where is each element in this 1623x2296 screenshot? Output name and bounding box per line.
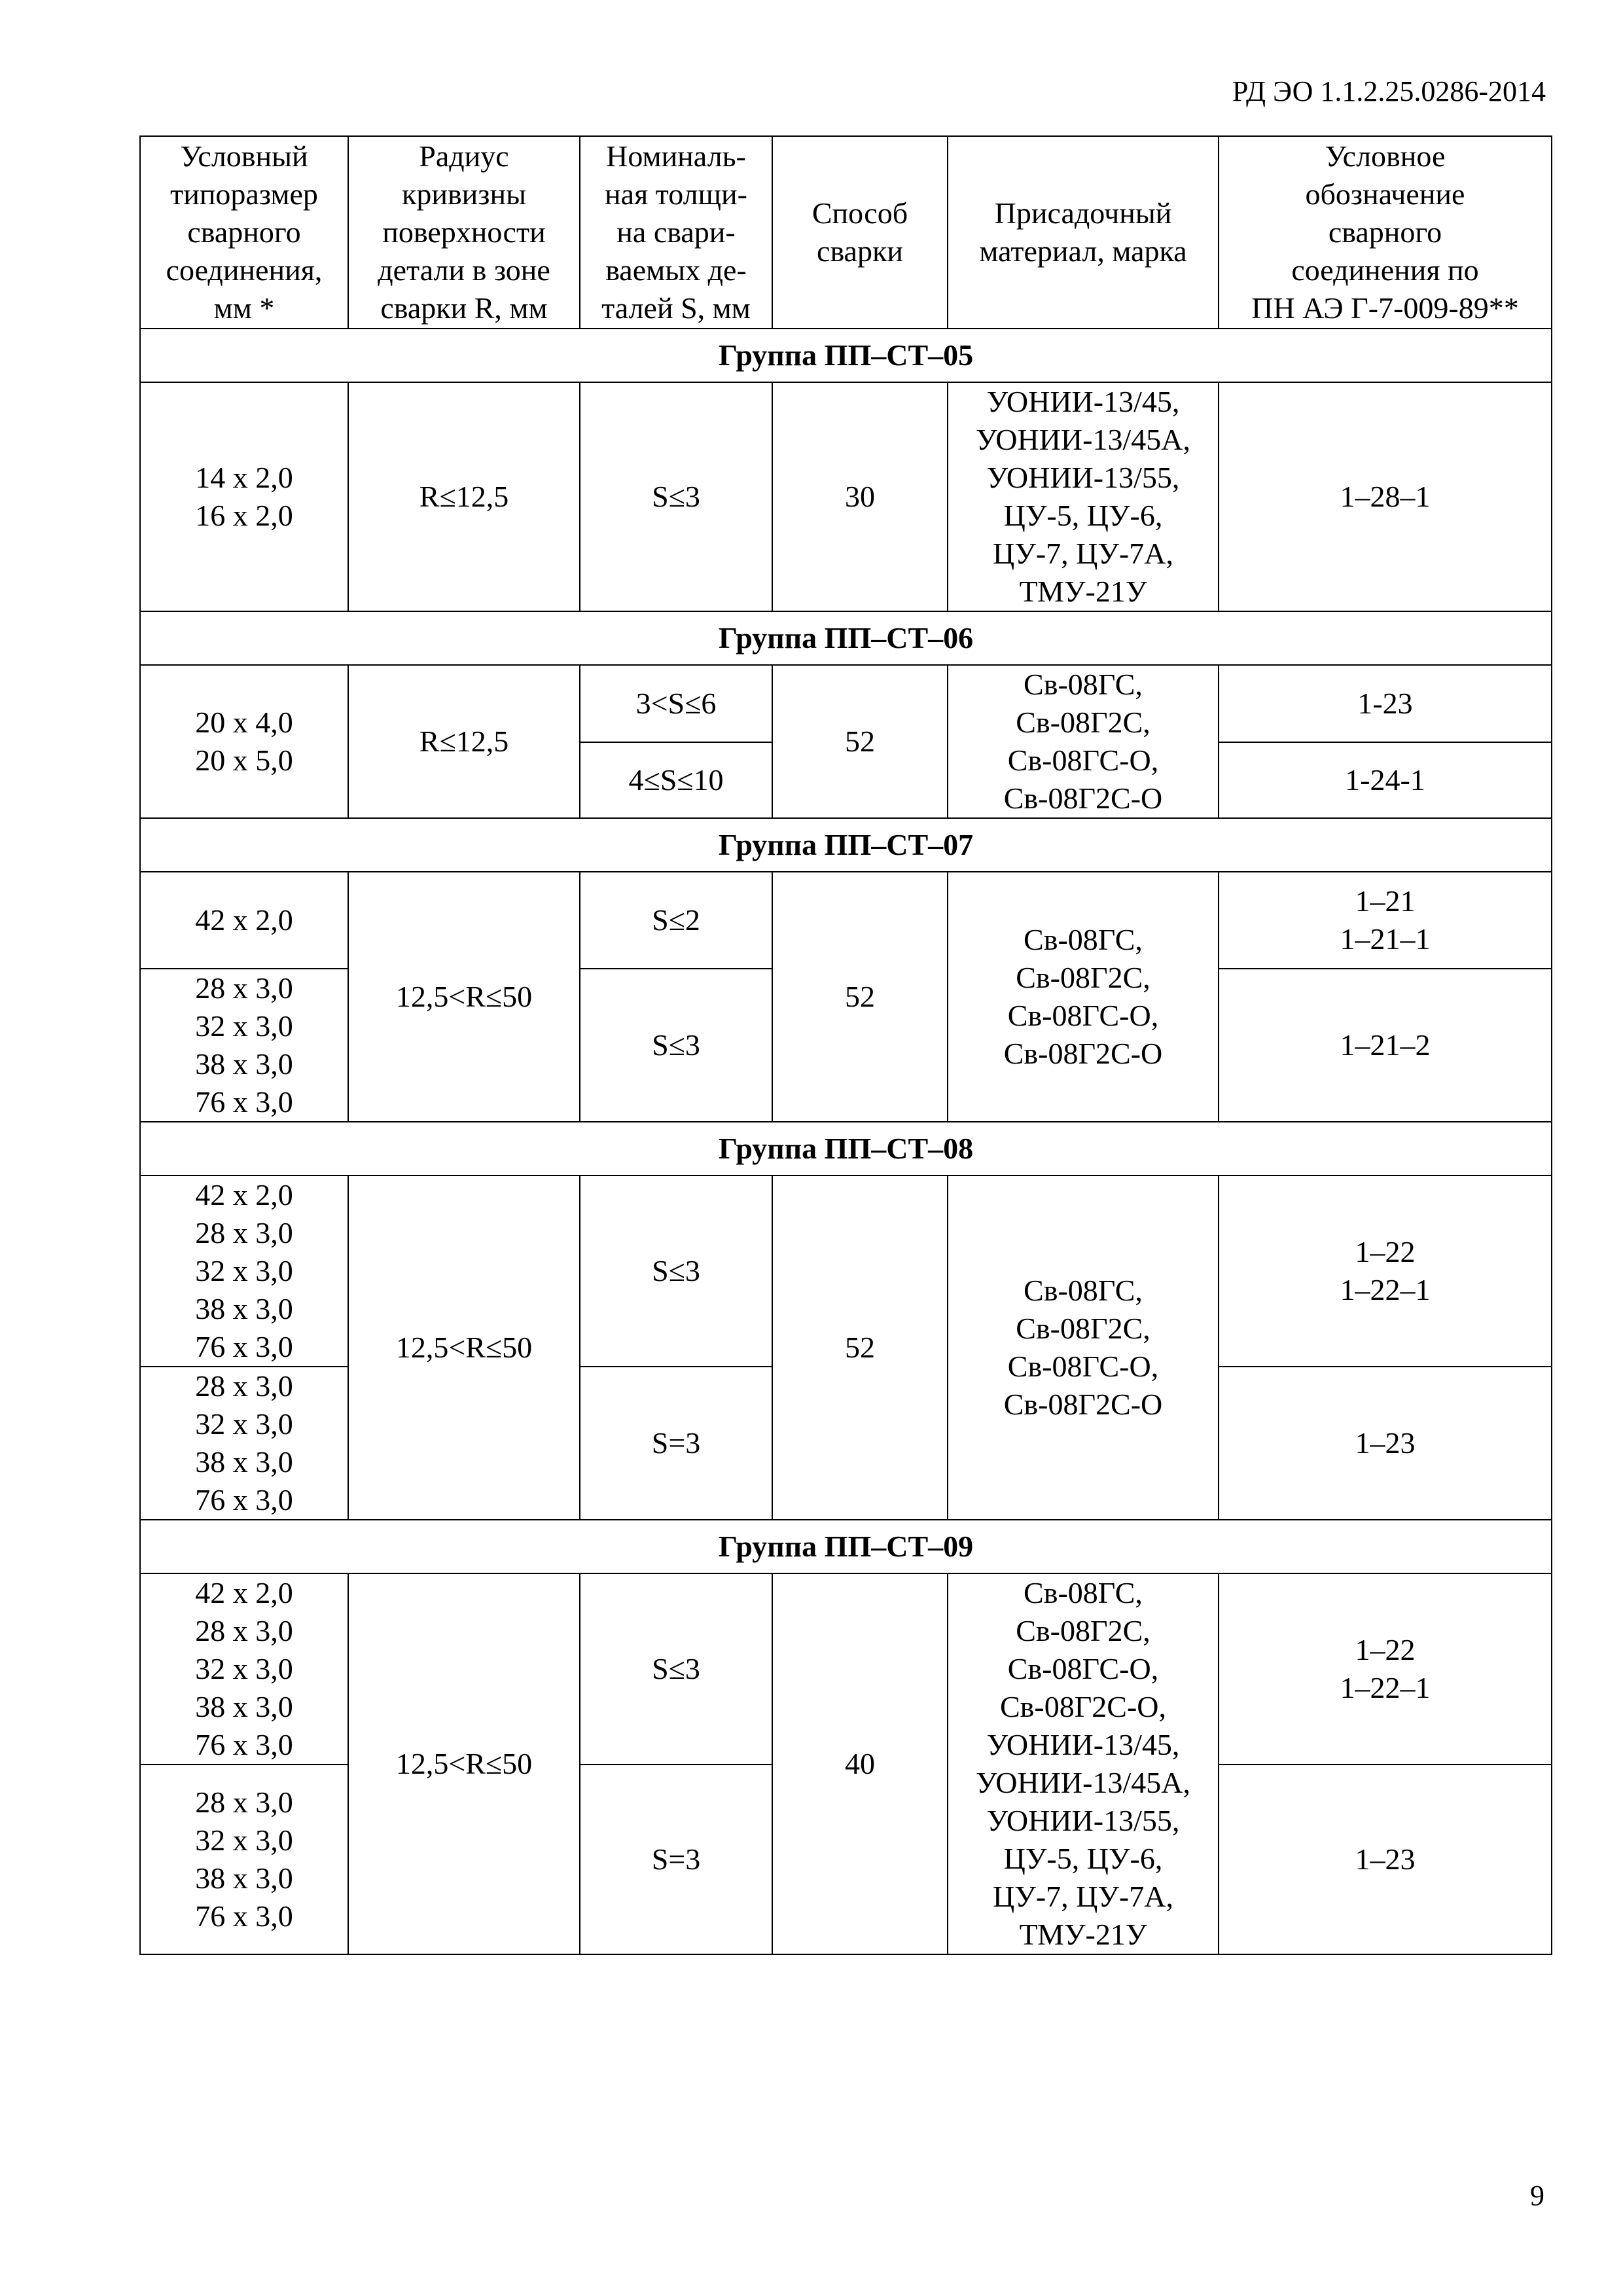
material-cell bbox=[948, 665, 1219, 818]
cell-line: Условный bbox=[180, 139, 308, 173]
cell-line: УОНИИ-13/45А, bbox=[976, 423, 1190, 456]
cell-line: ТМУ-21У bbox=[1019, 575, 1147, 608]
cell-line: сварки bbox=[817, 234, 903, 268]
radius-cell: R≤12,5 bbox=[348, 665, 580, 818]
cell-line: Св-08ГС, bbox=[1024, 923, 1143, 956]
cell-line: материал, марка bbox=[979, 234, 1187, 268]
table-row bbox=[140, 1573, 1552, 1765]
group-title: Группа ПП–СТ–05 bbox=[140, 329, 1552, 382]
radius-cell: 12,5<R≤50 bbox=[348, 872, 580, 1122]
thickness-cell: S=3 bbox=[580, 1765, 772, 1954]
cell-line: на свари- bbox=[616, 215, 736, 249]
cell-line: Св-08Г2С, bbox=[1016, 1614, 1150, 1647]
table-header-row bbox=[140, 136, 1552, 329]
header-designation bbox=[1219, 136, 1552, 329]
cell-line: Св-08ГС, bbox=[1024, 668, 1143, 701]
cell-line: 42 x 2,0 bbox=[195, 903, 293, 937]
cell-line: Номиналь- bbox=[606, 139, 746, 173]
cell-line: Св-08Г2С, bbox=[1016, 961, 1150, 994]
cell-line: сварки R, мм bbox=[380, 291, 548, 325]
thickness-cell: S≤3 bbox=[580, 382, 772, 611]
designation-cell bbox=[1219, 1367, 1552, 1520]
cell-line: УОНИИ-13/55, bbox=[986, 1804, 1180, 1837]
cell-line: 1–22–1 bbox=[1340, 1273, 1431, 1306]
cell-line: 76 x 3,0 bbox=[195, 1330, 293, 1363]
cell-line: 1–28–1 bbox=[1340, 480, 1431, 513]
header-radius bbox=[348, 136, 580, 329]
cell-line: 1–23 bbox=[1355, 1842, 1416, 1876]
cell-line: 76 x 3,0 bbox=[195, 1483, 293, 1516]
cell-line: Способ bbox=[812, 196, 908, 230]
cell-line: 1–23 bbox=[1355, 1426, 1416, 1460]
cell-line: сварного bbox=[1328, 215, 1442, 249]
cell-line: 38 x 3,0 bbox=[195, 1861, 293, 1895]
page-number: 9 bbox=[1530, 2179, 1544, 2212]
group-title: Группа ПП–СТ–07 bbox=[140, 818, 1552, 872]
method-cell: 52 bbox=[772, 665, 948, 818]
cell-line: ЦУ-7, ЦУ-7А, bbox=[993, 537, 1173, 570]
thickness-cell: 4≤S≤10 bbox=[580, 742, 772, 819]
cell-line: Св-08Г2С-О, bbox=[999, 1690, 1167, 1723]
table-row bbox=[140, 665, 1552, 742]
group-title-row bbox=[140, 1122, 1552, 1175]
cell-line: кривизны bbox=[402, 177, 526, 211]
cell-line: 32 x 3,0 bbox=[195, 1254, 293, 1287]
cell-line: 76 x 3,0 bbox=[195, 1899, 293, 1933]
method-cell: 30 bbox=[772, 382, 948, 611]
welded-joints-table bbox=[139, 135, 1552, 1955]
cell-line: ЦУ-5, ЦУ-6, bbox=[1003, 499, 1163, 532]
cell-line: обозначение bbox=[1305, 177, 1465, 211]
document-code: РД ЭО 1.1.2.25.0286-2014 bbox=[1232, 75, 1546, 107]
radius-cell: R≤12,5 bbox=[348, 382, 580, 611]
cell-line: Св-08Г2С, bbox=[1016, 1312, 1150, 1345]
cell-line: УОНИИ-13/45, bbox=[986, 385, 1180, 418]
cell-line: талей S, мм bbox=[601, 291, 751, 325]
radius-cell: 12,5<R≤50 bbox=[348, 1573, 580, 1954]
cell-line: ЦУ-7, ЦУ-7А, bbox=[993, 1880, 1173, 1913]
cell-line: соединения по bbox=[1291, 253, 1479, 287]
material-cell bbox=[948, 1175, 1219, 1520]
group-title-row bbox=[140, 329, 1552, 382]
header-filler-material bbox=[948, 136, 1219, 329]
cell-line: мм * bbox=[213, 291, 275, 325]
group-title: Группа ПП–СТ–06 bbox=[140, 611, 1552, 665]
thickness-cell: S≤2 bbox=[580, 872, 772, 969]
cell-line: ваемых де- bbox=[605, 253, 747, 287]
cell-line: Св-08ГС-О, bbox=[1007, 744, 1159, 777]
designation-cell bbox=[1219, 742, 1552, 819]
cell-line: 42 x 2,0 bbox=[195, 1178, 293, 1211]
cell-line: типоразмер bbox=[170, 177, 318, 211]
cell-line: 38 x 3,0 bbox=[195, 1047, 293, 1081]
cell-line: ная толщи- bbox=[605, 177, 747, 211]
cell-line: Св-08Г2С-О bbox=[1003, 781, 1163, 815]
thickness-cell: S≤3 bbox=[580, 1175, 772, 1367]
table-row bbox=[140, 872, 1552, 969]
cell-line: 20 x 5,0 bbox=[195, 744, 293, 777]
cell-line: 1–22 bbox=[1355, 1235, 1416, 1268]
designation-cell bbox=[1219, 872, 1552, 969]
designation-cell bbox=[1219, 382, 1552, 611]
cell-line: 28 x 3,0 bbox=[195, 1614, 293, 1647]
cell-line: ТМУ-21У bbox=[1019, 1918, 1147, 1951]
cell-line: Св-08ГС, bbox=[1024, 1274, 1143, 1307]
cell-line: 32 x 3,0 bbox=[195, 1407, 293, 1441]
joint-sizes-cell bbox=[140, 1367, 348, 1520]
designation-cell bbox=[1219, 1573, 1552, 1765]
thickness-cell: S≤3 bbox=[580, 969, 772, 1122]
joint-sizes-cell bbox=[140, 665, 348, 818]
cell-line: Св-08ГС-О, bbox=[1007, 999, 1159, 1032]
thickness-cell: S=3 bbox=[580, 1367, 772, 1520]
designation-cell bbox=[1219, 969, 1552, 1122]
cell-line: 1–22–1 bbox=[1340, 1671, 1431, 1704]
material-cell bbox=[948, 1573, 1219, 1954]
cell-line: Св-08Г2С, bbox=[1016, 706, 1150, 739]
cell-line: 38 x 3,0 bbox=[195, 1445, 293, 1479]
group-title-row bbox=[140, 1520, 1552, 1573]
cell-line: 38 x 3,0 bbox=[195, 1292, 293, 1325]
cell-line: 28 x 3,0 bbox=[195, 1785, 293, 1819]
cell-line: 32 x 3,0 bbox=[195, 1823, 293, 1857]
cell-line: 38 x 3,0 bbox=[195, 1690, 293, 1723]
cell-line: УОНИИ-13/45А, bbox=[976, 1766, 1190, 1799]
joint-sizes-cell bbox=[140, 1765, 348, 1954]
cell-line: 32 x 3,0 bbox=[195, 1009, 293, 1043]
cell-line: Св-08ГС-О, bbox=[1007, 1652, 1159, 1685]
group-title-row bbox=[140, 818, 1552, 872]
cell-line: Св-08ГС-О, bbox=[1007, 1350, 1159, 1383]
designation-cell bbox=[1219, 1175, 1552, 1367]
cell-line: ЦУ-5, ЦУ-6, bbox=[1003, 1842, 1163, 1875]
designation-cell bbox=[1219, 1765, 1552, 1954]
cell-line: 28 x 3,0 bbox=[195, 1369, 293, 1403]
joint-sizes-cell bbox=[140, 872, 348, 969]
cell-line: 14 x 2,0 bbox=[195, 461, 293, 494]
cell-line: детали в зоне bbox=[378, 253, 550, 287]
cell-line: сварного bbox=[187, 215, 301, 249]
cell-line: соединения, bbox=[166, 253, 323, 287]
group-title-row bbox=[140, 611, 1552, 665]
header-welding-method bbox=[772, 136, 948, 329]
radius-cell: 12,5<R≤50 bbox=[348, 1175, 580, 1520]
joint-sizes-cell bbox=[140, 1573, 348, 1765]
cell-line: Условное bbox=[1325, 139, 1446, 173]
cell-line: Св-08Г2С-О bbox=[1003, 1388, 1163, 1421]
cell-line: 76 x 3,0 bbox=[195, 1728, 293, 1761]
cell-line: 76 x 3,0 bbox=[195, 1085, 293, 1119]
cell-line: Присадочный bbox=[994, 196, 1172, 230]
joint-sizes-cell bbox=[140, 382, 348, 611]
cell-line: 42 x 2,0 bbox=[195, 1576, 293, 1609]
cell-line: поверхности bbox=[382, 215, 546, 249]
cell-line: 16 x 2,0 bbox=[195, 499, 293, 532]
cell-line: Св-08Г2С-О bbox=[1003, 1037, 1163, 1070]
method-cell: 52 bbox=[772, 872, 948, 1122]
method-cell: 52 bbox=[772, 1175, 948, 1520]
cell-line: 32 x 3,0 bbox=[195, 1652, 293, 1685]
cell-line: ПН АЭ Г-7-009-89** bbox=[1251, 291, 1519, 325]
cell-line: 1-23 bbox=[1357, 686, 1413, 720]
joint-sizes-cell bbox=[140, 969, 348, 1122]
designation-cell bbox=[1219, 665, 1552, 742]
method-cell: 40 bbox=[772, 1573, 948, 1954]
joint-sizes-cell bbox=[140, 1175, 348, 1367]
table-row bbox=[140, 1175, 1552, 1367]
cell-line: 28 x 3,0 bbox=[195, 971, 293, 1005]
cell-line: 20 x 4,0 bbox=[195, 706, 293, 739]
cell-line: УОНИИ-13/55, bbox=[986, 461, 1180, 494]
cell-line: 1-24-1 bbox=[1345, 762, 1425, 797]
cell-line: 1–22 bbox=[1355, 1633, 1416, 1666]
cell-line: 1–21–1 bbox=[1340, 922, 1431, 956]
cell-line: 1–21–2 bbox=[1340, 1028, 1431, 1062]
table-row bbox=[140, 382, 1552, 611]
group-title: Группа ПП–СТ–08 bbox=[140, 1122, 1552, 1175]
thickness-cell: 3<S≤6 bbox=[580, 665, 772, 742]
header-joint-size bbox=[140, 136, 348, 329]
header-thickness bbox=[580, 136, 772, 329]
cell-line: Радиус bbox=[419, 139, 509, 173]
material-cell bbox=[948, 872, 1219, 1122]
group-title: Группа ПП–СТ–09 bbox=[140, 1520, 1552, 1573]
cell-line: 28 x 3,0 bbox=[195, 1216, 293, 1249]
cell-line: 1–21 bbox=[1355, 884, 1416, 918]
cell-line: УОНИИ-13/45, bbox=[986, 1728, 1180, 1761]
thickness-cell: S≤3 bbox=[580, 1573, 772, 1765]
cell-line: Св-08ГС, bbox=[1024, 1576, 1143, 1609]
material-cell bbox=[948, 382, 1219, 611]
